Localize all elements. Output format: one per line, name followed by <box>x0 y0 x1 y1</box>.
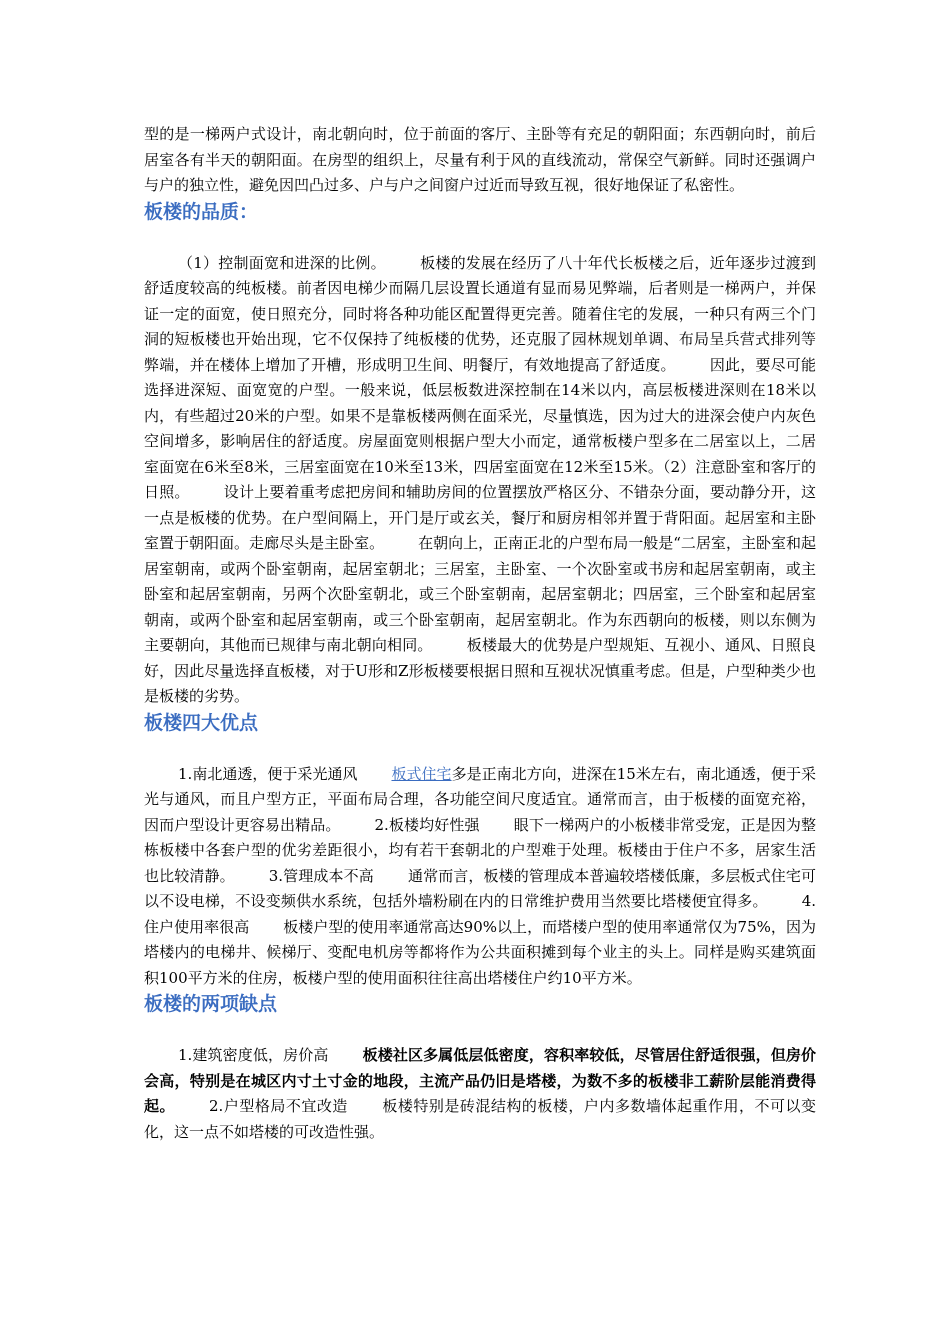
quality-orientation-text: 在朝向上，正南正北的户型布局一般是“二居室，主卧室和起居室朝南，或两个卧室朝南，起居室朝北；三居室，主卧室、一个次卧室或书房和起居室朝南，或主卧室和起居室朝南，另两个次卧室朝北，或三个卧室朝南，起居室朝北；四居室，三个卧室和起居室朝南，或两个卧室和起居室朝南，或三个卧室朝南，起居室朝北。作为东西朝向的板楼，则以东侧为主要朝向，其他而已规律与南北朝向相同。 <box>144 534 816 654</box>
advantage-3-body: 通常而言，板楼的管理成本普遍较塔楼低廉，多层板式住宅可以不设电梯，不设变频供水系统，包括外墙粉刷在内的日常维护费用当然要比塔楼便宜得多。 <box>144 866 816 910</box>
disadvantage-2-body: 板楼特别是砖混结构的板楼，户内多数墙体起重作用，不可以变化，这一点不如塔楼的可改造性强。 <box>144 1097 816 1141</box>
advantage-3-title: 3.管理成本不高 <box>268 866 374 885</box>
advantage-4-body: 板楼户型的使用率通常高达90%以上，而塔楼户型的使用率通常仅为75%，因为塔楼内的电梯井、候梯厅、变配电机房等都将作为公共面积摊到每个业主的头上。同样是购买建筑面积100平方米的住房，板楼户型的使用面积往往高出塔楼住户约10平方米。 <box>144 917 816 987</box>
disadvantage-2-title: 2.户型格局不宜改造 <box>209 1097 348 1115</box>
quality-point-1-body: 板楼的发展在经历了八十年代长板楼之后，近年逐步过渡到舒适度较高的纯板楼。前者因电梯少而隔几层设置长通道有显而易见弊端，后者则是一梯两户，并保证一定的面宽，使日照充分，同时将各种功能区配置得更完善。随着住宅的发展，一种只有两三个门洞的短板楼也开始出现，它不仅保持了纯板楼的优势，还克服了园林规划单调、布局呈兵营式排列等弊端，并在楼体上增加了开槽，形成明卫生间、明餐厅，有效地提高了舒适度。 <box>144 253 816 374</box>
advantage-1-title: 1.南北通透，便于采光通风 <box>178 764 358 783</box>
quality-heading: 板楼的品质： <box>144 200 259 223</box>
disadvantages-heading: 板楼的两项缺点 <box>144 993 278 1015</box>
advantage-2-body: 眼下一梯两户的小板楼非常受宠，正是因为整栋板楼中各套户型的优劣差距很小，均有若干套朝北的户型难于处理。板楼由于住户不多，居家生活也比较清静。 <box>144 815 816 885</box>
disadvantage-1-body: 板楼社区多属低层低密度，容积率较低，尽管居住舒适很强，但房价会高，特别是在城区内寸土寸金的地段，主流产品仍旧是塔楼，为数不多的板楼非工薪阶层能消费得起。 <box>144 1046 816 1115</box>
spacer <box>144 225 816 251</box>
disadvantages-paragraph <box>144 1043 816 1145</box>
spacer <box>144 1017 816 1043</box>
slab-housing-link[interactable]: 板式住宅 <box>391 764 452 783</box>
advantages-heading: 板楼四大优点 <box>144 711 259 734</box>
spacer <box>144 736 816 762</box>
advantage-1-body: 多是正南北方向，进深在15米左右，南北通透，便于采光与通风，而且户型方正，平面布局合理，各功能空间尺度适宜。通常而言，由于板楼的面宽充裕，因而户型设计更容易出精品。 <box>144 764 816 834</box>
intro-paragraph: 型的是一梯两户式设计，南北朝向时，位于前面的客厅、主卧等有充足的朝阳面；东西朝向时，前后居室各有半天的朝阳面。在房型的组织上，尽量有利于风的直线流动，常保空气新鲜。同时还强调户与户的独立性，避免因凹凸过多、户与户之间窗户过近而导致互视，很好地保证了私密性。 <box>144 125 816 194</box>
advantage-4-title: 4.住户使用率很高 <box>144 892 816 936</box>
advantages-paragraph <box>144 762 816 992</box>
quality-point-2-body: 设计上要着重考虑把房间和辅助房间的位置摆放严格区分、不错杂分面，要动静分开，这一点是板楼的优势。在户型间隔上，开门是厅或玄关，餐厅和厨房相邻并置于背阳面。起居室和主卧室置于朝阳面。走廊尽头是主卧室。 <box>144 483 816 552</box>
document-page <box>144 122 816 1145</box>
quality-point-1-conclusion: 因此，要尽可能选择进深短、面宽宽的户型。一般来说，低层板数进深控制在14米以内，高层板楼进深则在18米以内，有些超过20米的户型。如果不是靠板楼两侧在面采光，尽量慎选，因为过大的进深会使户内灰色空间增多，影响居住的舒适度。房屋面宽则根据户型大小而定，通常板楼户型多在二居室以上，二居室面宽在6米至8米，三居室面宽在10米至13米，四居室面宽在12米至15米。（2）注意卧室和客厅的日照。 <box>144 355 816 501</box>
disadvantage-1-title: 1.建筑密度低，房价高 <box>178 1046 329 1064</box>
quality-summary-text: 板楼最大的优势是户型规矩、互视小、通风、日照良好，因此尽量选择直板楼，对于U形和Z形板楼要根据日照和互视状况慎重考虑。但是，户型种类少也是板楼的劣势。 <box>144 636 816 705</box>
quality-point-1-title: （1）控制面宽和进深的比例。 <box>178 253 386 272</box>
quality-paragraph <box>144 251 816 710</box>
advantage-2-title: 2.板楼均好性强 <box>374 815 480 834</box>
